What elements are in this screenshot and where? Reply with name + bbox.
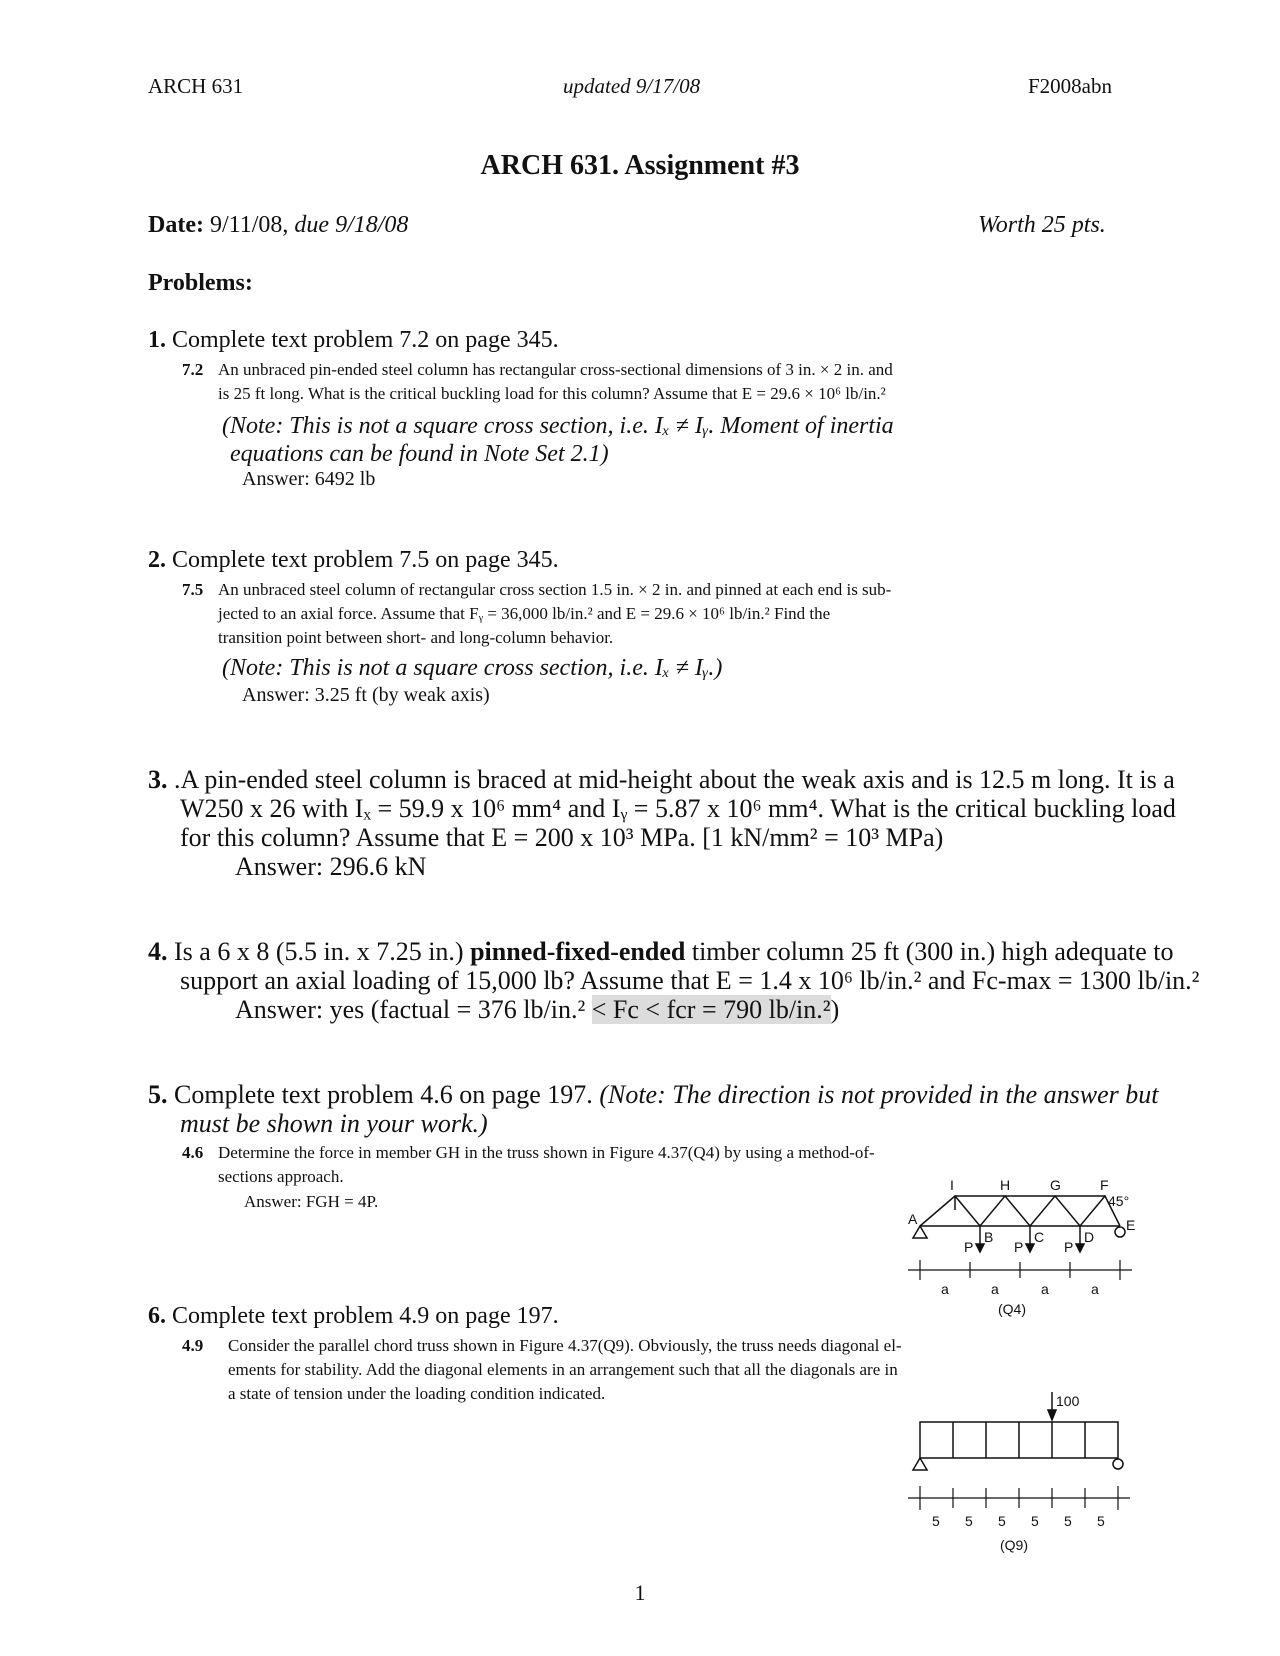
problem-1-note-line2: equations can be found in Note Set 2.1) [230,441,609,467]
dim-a-2: a [991,1281,999,1297]
problem-3-answer: Answer: 296.6 kN [235,852,427,881]
problem-5-note-line1: (Note: The direction is not provided in the answer but [599,1080,1159,1109]
fig-q4-caption: (Q4) [998,1301,1026,1317]
book-4-9-line3: a state of tension under the loading condition indicated. [228,1384,606,1403]
book-7-5-line3: transition point between short- and long-column behavior. [218,628,614,647]
problem-4-bold-term: pinned-fixed-ended [470,937,686,966]
problems-heading: Problems: [148,270,253,296]
node-C: C [1034,1229,1045,1245]
pin-support-icon [913,1226,927,1238]
problem-4-text-a: Is a 6 x 8 (5.5 in. x 7.25 in.) [174,937,464,966]
dim-5-5: 5 [1064,1513,1072,1529]
load-arrow-icon [1026,1244,1034,1252]
page-number: 1 [634,1580,646,1605]
truss-diagonals [920,1196,1120,1226]
load-arrow-icon [1048,1410,1056,1420]
header-course: ARCH 631 [148,74,244,98]
date-label: Date: [148,212,204,238]
problem-3-number: 3. [148,765,168,794]
worth-points: Worth 25 pts. [978,212,1106,238]
node-G: G [1050,1177,1061,1193]
load-arrow-icon [1076,1244,1084,1252]
problem-1-number: 1. [148,327,166,353]
problem-3-text-line1: .A pin-ended steel column is braced at mid-height about the weak axis and is 12.5 m long. It is a [174,765,1175,794]
header-updated: updated 9/17/08 [563,74,701,98]
problem-4-answer-highlight: < Fc < fcr = 790 lb/in.² [591,995,831,1024]
dim-5-4: 5 [1031,1513,1039,1529]
dim-5-3: 5 [998,1513,1006,1529]
problem-2 [148,546,559,575]
problem-1-answer: Answer: 6492 lb [242,468,376,490]
problem-3-line1 [148,765,1175,794]
problem-5-note-line2: must be shown in your work.) [180,1109,488,1138]
problem-4-number: 4. [148,937,168,966]
roller-support-icon [1115,1227,1125,1237]
node-E: E [1126,1217,1136,1233]
truss-figure-q9 [900,1380,1140,1560]
angle-label: 45° [1108,1193,1130,1209]
problem-2-note: (Note: This is not a square cross section, i.e. Iₓ ≠ Iᵧ.) [222,655,723,681]
book-4-9-number: 4.9 [182,1336,204,1355]
problem-1-text: Complete text problem 7.2 on page 345. [172,327,559,353]
load-P-3: P [1064,1239,1074,1255]
dim-5-1: 5 [932,1513,940,1529]
pin-support-icon [913,1458,927,1470]
dim-a-3: a [1041,1281,1049,1297]
dim-a-4: a [1091,1281,1099,1297]
book-4-9-line2: ements for stability. Add the diagonal elements in an arrangement such that all the diagonals are in [228,1360,898,1379]
truss-figure-q4 [900,1170,1140,1318]
problem-6-text: Complete text problem 4.9 on page 197. [172,1303,559,1329]
due-date: due 9/18/08 [294,212,409,238]
dim-a-1: a [941,1281,949,1297]
load-arrow-icon [976,1244,984,1252]
dim-5-2: 5 [965,1513,973,1529]
fig-q9-caption: (Q9) [1000,1537,1028,1553]
problem-2-answer: Answer: 3.25 ft (by weak axis) [242,684,490,706]
problem-2-number: 2. [148,547,166,573]
book-4-6-line2: sections approach. [218,1167,344,1186]
problem-4-line1 [148,937,1173,966]
problem-3-line2: W250 x 26 with Iₓ = 59.9 x 10⁶ mm⁴ and Iᵧ = 5.87 x 10⁶ mm⁴. What is the critical buckling load [180,794,1176,823]
problem-4-answer-end: ) [830,995,840,1024]
problem-5-line1 [148,1080,1159,1109]
problem-5-text: Complete text problem 4.6 on page 197. [174,1080,593,1109]
problem-2-text: Complete text problem 7.5 on page 345. [172,547,559,573]
page-title: ARCH 631. Assignment #3 [480,150,800,181]
header-code: F2008abn [1028,74,1112,98]
load-P-1: P [964,1239,974,1255]
load-P-2: P [1014,1239,1024,1255]
book-7-5-number: 7.5 [182,580,204,599]
date-line [148,212,408,239]
book-4-9-line1: Consider the parallel chord truss shown in Figure 4.37(Q9). Obviously, the truss needs diagonal el- [228,1336,902,1355]
problem-4-text-b: timber column 25 ft (300 in.) high adequate to [691,937,1174,966]
book-7-2-line2: is 25 ft long. What is the critical buckling load for this column? Assume that E = 29.6 × 10⁶ lb/in.² [218,384,886,403]
problem-6 [148,1302,559,1331]
node-F: F [1100,1177,1109,1193]
problem-3-line3: for this column? Assume that E = 200 x 10³ MPa. [1 kN/mm² = 10³ MPa) [180,823,944,852]
roller-support-icon [1113,1459,1123,1469]
problem-6-number: 6. [148,1303,166,1329]
load-100: 100 [1056,1393,1080,1409]
node-B: B [984,1229,994,1245]
node-H: H [1000,1177,1011,1193]
node-A: A [908,1211,918,1227]
problem-4-line2: support an axial loading of 15,000 lb? Assume that E = 1.4 x 10⁶ lb/in.² and Fc-max = 1300 lb/in.² [180,966,1200,995]
problem-4-answer [235,995,839,1024]
date-value: 9/11/08, [209,212,289,238]
book-4-6-answer: Answer: FGH = 4P. [244,1192,379,1211]
dim-5-6: 5 [1097,1513,1105,1529]
book-4-6-line1: Determine the force in member GH in the truss shown in Figure 4.37(Q4) by using a method-of- [218,1143,875,1162]
problem-5-number: 5. [148,1080,168,1109]
node-D: D [1084,1229,1095,1245]
book-7-2-number: 7.2 [182,360,204,379]
book-4-6-number: 4.6 [182,1143,204,1162]
problem-1-note-line1: (Note: This is not a square cross section, i.e. Iₓ ≠ Iᵧ. Moment of inertia [222,413,894,439]
book-7-5-line2: jected to an axial force. Assume that Fᵧ = 36,000 lb/in.² and E = 29.6 × 10⁶ lb/in.² Find the [218,604,831,623]
node-I: I [950,1177,954,1193]
book-7-2-line1: An unbraced pin-ended steel column has rectangular cross-sectional dimensions of 3 in. × 2 in. and [218,360,893,379]
problem-1 [148,326,559,355]
problem-4-answer-text: Answer: yes (factual = 376 lb/in.² [235,995,586,1024]
book-7-5-line1: An unbraced steel column of rectangular cross section 1.5 in. × 2 in. and pinned at each end is sub- [218,580,892,599]
